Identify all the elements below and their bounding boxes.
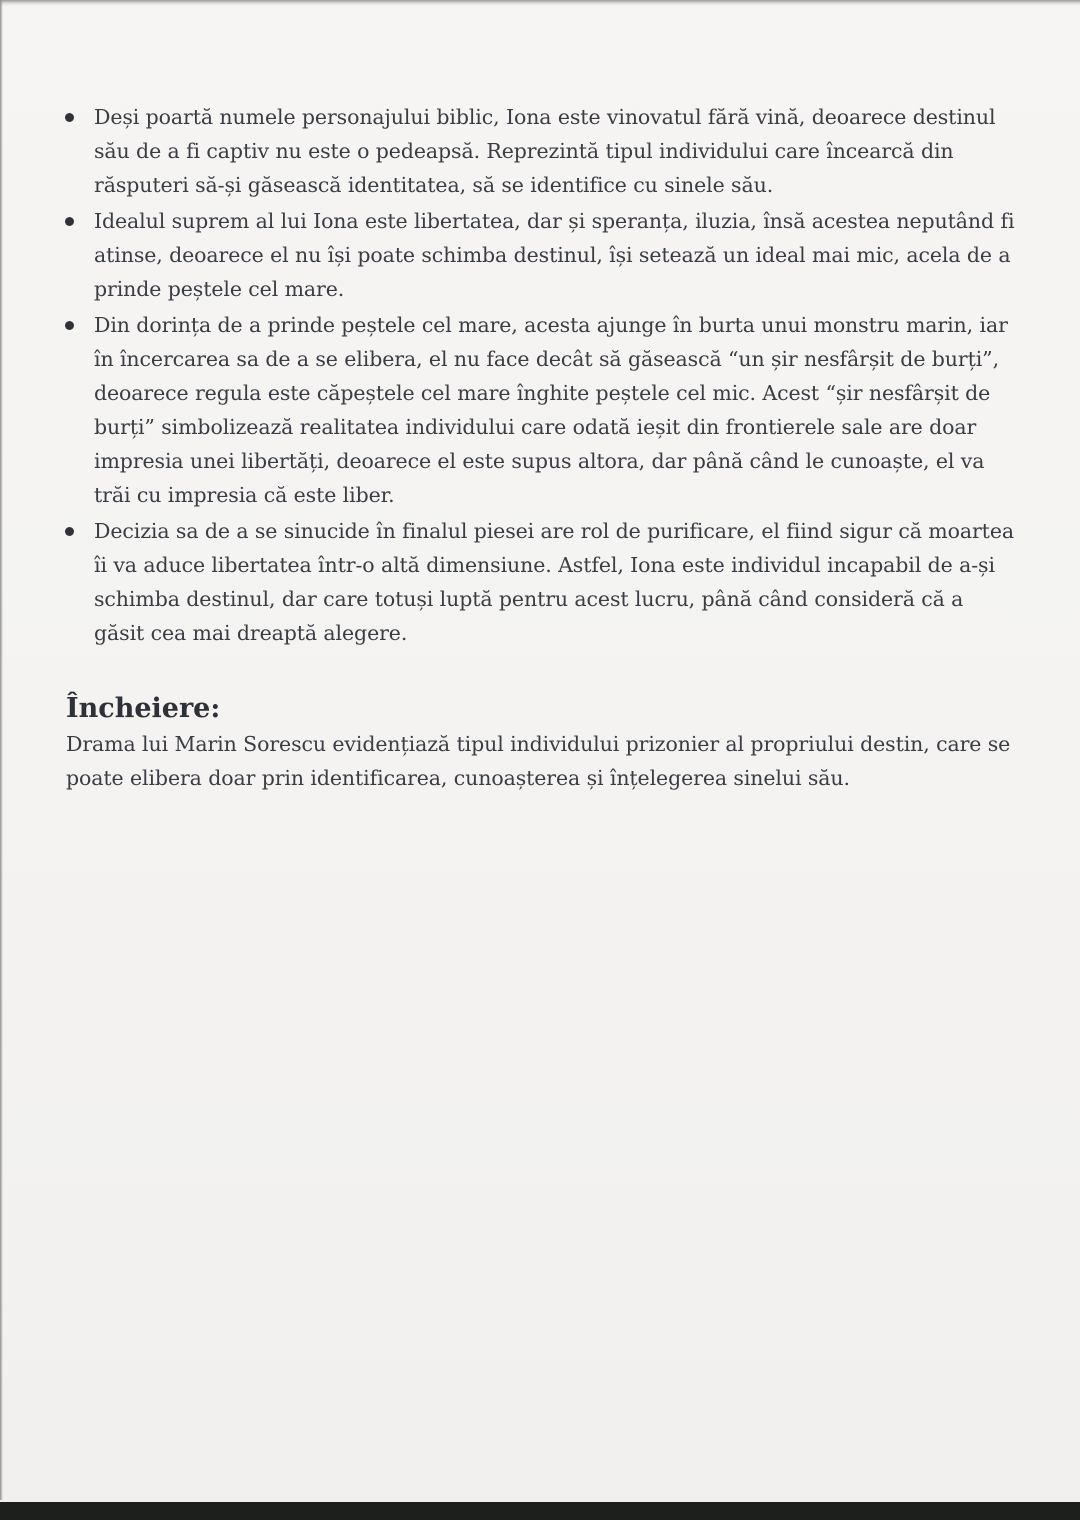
bullet-dot-icon	[65, 113, 74, 122]
bullet-item	[58, 100, 1018, 202]
bullet-item	[58, 514, 1018, 650]
bullet-text: Deși poartă numele personajului biblic, Iona este vinovatul fără vină, deoarece destinul său de a fi captiv nu este o pedeapsă. Reprezintă tipul individului care încearcă din răsputeri să-și găsească identitatea, să se identifice cu sinele său.	[94, 105, 996, 197]
page-top-edge	[0, 0, 1080, 6]
bullet-dot-icon	[65, 527, 74, 536]
conclusion-paragraph: Drama lui Marin Sorescu evidențiază tipul individului prizonier al propriului destin, care se poate elibera doar prin identificarea, cunoașterea și înțelegerea sinelui său.	[66, 732, 1011, 790]
bullet-text: Idealul suprem al lui Iona este libertatea, dar și speranța, iluzia, însă acestea neputând fi atinse, deoarece el nu își poate schimba destinul, își setează un ideal mai mic, acela de a prinde peștele cel mare.	[94, 209, 1015, 301]
bullet-item	[58, 204, 1018, 306]
bullet-list	[58, 100, 1018, 652]
conclusion-heading: Încheiere:	[66, 693, 221, 724]
bullet-dot-icon	[65, 321, 74, 330]
bullet-text: Din dorința de a prinde peștele cel mare, acesta ajunge în burta unui monstru marin, iar în încercarea sa de a se elibera, el nu face decât să găsească “un șir nesfârșit de burți”, deoarece regula este căpeștele cel mare înghite peștele cel mic. Acest “șir nesfârșit de burți” simbolizează realitatea individului care odată ieșit din frontierele sale are doar impresia unei libertăți, deoarece el este supus altora, dar până când le cunoaște, el va trăi cu impresia că este liber.	[94, 313, 1008, 507]
page-bottom-edge	[0, 1502, 1080, 1520]
bullet-item	[58, 308, 1018, 512]
bullet-text: Decizia sa de a se sinucide în finalul piesei are rol de purificare, el fiind sigur că moartea îi va aduce libertatea într-o altă dimensiune. Astfel, Iona este individul incapabil de a-și schimba destinul, dar care totuși luptă pentru acest lucru, până când consideră că a găsit cea mai dreaptă alegere.	[94, 519, 1014, 645]
page-left-edge	[0, 0, 3, 1500]
bullet-dot-icon	[65, 217, 74, 226]
